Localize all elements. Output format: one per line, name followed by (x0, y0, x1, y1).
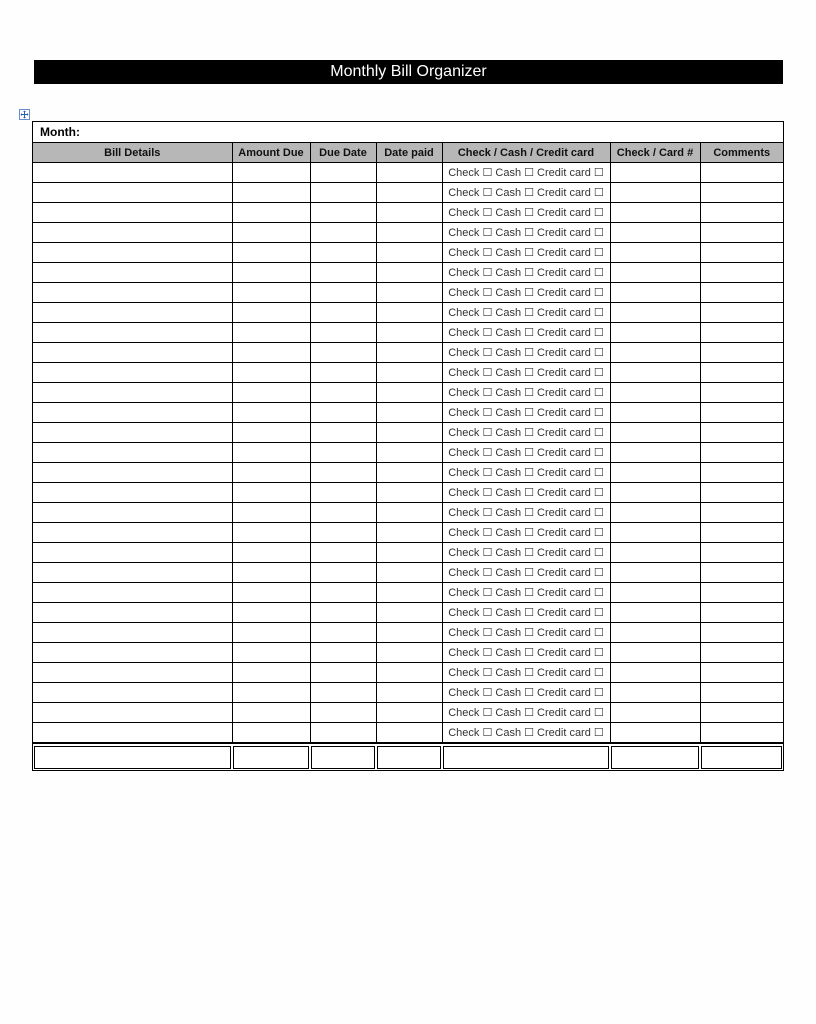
card-number-cell[interactable] (610, 543, 700, 563)
amount-due-cell[interactable] (232, 703, 310, 723)
due-date-cell[interactable] (310, 283, 376, 303)
table-row (33, 243, 783, 263)
date-paid-cell[interactable] (376, 203, 442, 223)
table-row (33, 283, 783, 303)
date-paid-cell[interactable] (376, 523, 442, 543)
amount-due-cell[interactable] (232, 583, 310, 603)
total-bill-details-cell[interactable] (34, 746, 231, 769)
bill-details-cell[interactable] (33, 403, 232, 423)
payment-method-cell[interactable] (442, 483, 610, 503)
date-paid-cell[interactable] (376, 543, 442, 563)
table-row (33, 223, 783, 243)
table-row (33, 263, 783, 283)
comments-cell[interactable] (700, 243, 783, 263)
amount-due-cell[interactable] (232, 423, 310, 443)
bill-details-cell[interactable] (33, 183, 232, 203)
payment-method-options[interactable]: Check ☐ Cash ☐ Credit card ☐ (448, 507, 604, 519)
date-paid-cell[interactable] (376, 223, 442, 243)
amount-due-cell[interactable] (232, 403, 310, 423)
total-comments-cell[interactable] (701, 746, 782, 769)
card-number-cell[interactable] (610, 203, 700, 223)
payment-method-options[interactable]: Check ☐ Cash ☐ Credit card ☐ (448, 227, 604, 239)
payment-method-cell[interactable] (442, 463, 610, 483)
header-due-date: Due Date (310, 143, 376, 163)
comments-cell[interactable] (700, 543, 783, 563)
payment-method-cell[interactable] (442, 603, 610, 623)
bill-details-cell[interactable] (33, 663, 232, 683)
due-date-cell[interactable] (310, 303, 376, 323)
due-date-cell[interactable] (310, 263, 376, 283)
card-number-cell[interactable] (610, 583, 700, 603)
payment-method-options[interactable]: Check ☐ Cash ☐ Credit card ☐ (448, 387, 604, 399)
payment-method-options[interactable]: Check ☐ Cash ☐ Credit card ☐ (448, 727, 604, 739)
date-paid-cell[interactable] (376, 563, 442, 583)
card-number-cell[interactable] (610, 243, 700, 263)
due-date-cell[interactable] (310, 603, 376, 623)
payment-method-cell[interactable] (442, 223, 610, 243)
total-date-paid-cell[interactable] (377, 746, 441, 769)
bill-details-cell[interactable] (33, 603, 232, 623)
comments-cell[interactable] (700, 183, 783, 203)
table-row (33, 323, 783, 343)
date-paid-cell[interactable] (376, 383, 442, 403)
amount-due-cell[interactable] (232, 483, 310, 503)
due-date-cell[interactable] (310, 203, 376, 223)
comments-cell[interactable] (700, 363, 783, 383)
card-number-cell[interactable] (610, 603, 700, 623)
payment-method-options[interactable]: Check ☐ Cash ☐ Credit card ☐ (448, 527, 604, 539)
table-row (33, 723, 783, 743)
date-paid-cell[interactable] (376, 263, 442, 283)
bill-details-cell[interactable] (33, 703, 232, 723)
date-paid-cell[interactable] (376, 703, 442, 723)
date-paid-cell[interactable] (376, 723, 442, 743)
payment-method-options[interactable]: Check ☐ Cash ☐ Credit card ☐ (448, 367, 604, 379)
due-date-cell[interactable] (310, 483, 376, 503)
payment-method-options[interactable]: Check ☐ Cash ☐ Credit card ☐ (448, 207, 604, 219)
amount-due-cell[interactable] (232, 663, 310, 683)
due-date-cell[interactable] (310, 323, 376, 343)
comments-cell[interactable] (700, 223, 783, 243)
date-paid-cell[interactable] (376, 683, 442, 703)
payment-method-options[interactable]: Check ☐ Cash ☐ Credit card ☐ (448, 267, 604, 279)
date-paid-cell[interactable] (376, 503, 442, 523)
card-number-cell[interactable] (610, 483, 700, 503)
comments-cell[interactable] (700, 323, 783, 343)
table-row (33, 303, 783, 323)
card-number-cell[interactable] (610, 403, 700, 423)
due-date-cell[interactable] (310, 343, 376, 363)
payment-method-cell[interactable] (442, 203, 610, 223)
payment-method-options[interactable]: Check ☐ Cash ☐ Credit card ☐ (448, 307, 604, 319)
comments-cell[interactable] (700, 663, 783, 683)
payment-method-options[interactable]: Check ☐ Cash ☐ Credit card ☐ (448, 427, 604, 439)
payment-method-cell[interactable] (442, 303, 610, 323)
payment-method-cell[interactable] (442, 343, 610, 363)
header-payment-method: Check / Cash / Credit card (442, 143, 610, 163)
card-number-cell[interactable] (610, 183, 700, 203)
bill-details-cell[interactable] (33, 463, 232, 483)
card-number-cell[interactable] (610, 623, 700, 643)
payment-method-options[interactable]: Check ☐ Cash ☐ Credit card ☐ (448, 447, 604, 459)
due-date-cell[interactable] (310, 223, 376, 243)
payment-method-cell[interactable] (442, 363, 610, 383)
amount-due-cell[interactable] (232, 723, 310, 743)
table-row (33, 643, 783, 663)
date-paid-cell[interactable] (376, 183, 442, 203)
comments-cell[interactable] (700, 263, 783, 283)
amount-due-cell[interactable] (232, 323, 310, 343)
payment-method-cell[interactable] (442, 383, 610, 403)
payment-method-cell[interactable] (442, 323, 610, 343)
amount-due-cell[interactable] (232, 643, 310, 663)
date-paid-cell[interactable] (376, 663, 442, 683)
comments-cell[interactable] (700, 163, 783, 183)
comments-cell[interactable] (700, 703, 783, 723)
bill-details-cell[interactable] (33, 543, 232, 563)
date-paid-cell[interactable] (376, 483, 442, 503)
table-row (33, 683, 783, 703)
date-paid-cell[interactable] (376, 343, 442, 363)
amount-due-cell[interactable] (232, 163, 310, 183)
due-date-cell[interactable] (310, 463, 376, 483)
due-date-cell[interactable] (310, 383, 376, 403)
table-row (33, 343, 783, 363)
table-row (33, 543, 783, 563)
totals-row (32, 744, 784, 771)
date-paid-cell[interactable] (376, 243, 442, 263)
bill-details-cell[interactable] (33, 483, 232, 503)
bill-details-cell[interactable] (33, 723, 232, 743)
payment-method-cell[interactable] (442, 683, 610, 703)
card-number-cell[interactable] (610, 383, 700, 403)
table-row (33, 563, 783, 583)
comments-cell[interactable] (700, 303, 783, 323)
amount-due-cell[interactable] (232, 563, 310, 583)
comments-cell[interactable] (700, 203, 783, 223)
payment-method-options[interactable]: Check ☐ Cash ☐ Credit card ☐ (448, 347, 604, 359)
bill-details-cell[interactable] (33, 163, 232, 183)
comments-cell[interactable] (700, 563, 783, 583)
amount-due-cell[interactable] (232, 523, 310, 543)
bill-rows (33, 163, 783, 743)
date-paid-cell[interactable] (376, 643, 442, 663)
payment-method-cell[interactable] (442, 503, 610, 523)
header-date-paid: Date paid (376, 143, 442, 163)
date-paid-cell[interactable] (376, 583, 442, 603)
bill-organizer-table (32, 121, 784, 771)
payment-method-options[interactable]: Check ☐ Cash ☐ Credit card ☐ (448, 587, 604, 599)
card-number-cell[interactable] (610, 723, 700, 743)
amount-due-cell[interactable] (232, 503, 310, 523)
amount-due-cell[interactable] (232, 443, 310, 463)
comments-cell[interactable] (700, 383, 783, 403)
bill-details-cell[interactable] (33, 523, 232, 543)
comments-cell[interactable] (700, 443, 783, 463)
bill-details-cell[interactable] (33, 363, 232, 383)
card-number-cell[interactable] (610, 523, 700, 543)
card-number-cell[interactable] (610, 303, 700, 323)
bill-details-cell[interactable] (33, 683, 232, 703)
bill-details-cell[interactable] (33, 443, 232, 463)
payment-method-options[interactable]: Check ☐ Cash ☐ Credit card ☐ (448, 707, 604, 719)
date-paid-cell[interactable] (376, 463, 442, 483)
comments-cell[interactable] (700, 603, 783, 623)
table-row (33, 183, 783, 203)
due-date-cell[interactable] (310, 583, 376, 603)
payment-method-cell[interactable] (442, 543, 610, 563)
table-row (33, 503, 783, 523)
comments-cell[interactable] (700, 283, 783, 303)
comments-cell[interactable] (700, 403, 783, 423)
bill-details-cell[interactable] (33, 343, 232, 363)
bill-details-cell[interactable] (33, 223, 232, 243)
table-row (33, 463, 783, 483)
card-number-cell[interactable] (610, 323, 700, 343)
payment-method-options[interactable]: Check ☐ Cash ☐ Credit card ☐ (448, 247, 604, 259)
due-date-cell[interactable] (310, 423, 376, 443)
due-date-cell[interactable] (310, 703, 376, 723)
amount-due-cell[interactable] (232, 203, 310, 223)
comments-cell[interactable] (700, 723, 783, 743)
bill-details-cell[interactable] (33, 423, 232, 443)
date-paid-cell[interactable] (376, 323, 442, 343)
card-number-cell[interactable] (610, 283, 700, 303)
card-number-cell[interactable] (610, 683, 700, 703)
payment-method-cell[interactable] (442, 703, 610, 723)
payment-method-cell[interactable] (442, 163, 610, 183)
amount-due-cell[interactable] (232, 343, 310, 363)
comments-cell[interactable] (700, 583, 783, 603)
date-paid-cell[interactable] (376, 443, 442, 463)
bill-details-cell[interactable] (33, 643, 232, 663)
header-bill-details: Bill Details (33, 143, 232, 163)
bill-details-cell[interactable] (33, 263, 232, 283)
amount-due-cell[interactable] (232, 303, 310, 323)
amount-due-cell[interactable] (232, 543, 310, 563)
card-number-cell[interactable] (610, 643, 700, 663)
amount-due-cell[interactable] (232, 263, 310, 283)
move-arrows-icon[interactable] (19, 109, 30, 120)
table-row (33, 703, 783, 723)
payment-method-cell[interactable] (442, 443, 610, 463)
date-paid-cell[interactable] (376, 303, 442, 323)
due-date-cell[interactable] (310, 243, 376, 263)
table-row (33, 663, 783, 683)
due-date-cell[interactable] (310, 163, 376, 183)
table-row (33, 403, 783, 423)
amount-due-cell[interactable] (232, 683, 310, 703)
due-date-cell[interactable] (310, 683, 376, 703)
due-date-cell[interactable] (310, 623, 376, 643)
payment-method-cell[interactable] (442, 283, 610, 303)
bill-details-cell[interactable] (33, 323, 232, 343)
comments-cell[interactable] (700, 343, 783, 363)
amount-due-cell[interactable] (232, 363, 310, 383)
payment-method-cell[interactable] (442, 723, 610, 743)
total-amount-due-cell[interactable] (233, 746, 309, 769)
card-number-cell[interactable] (610, 223, 700, 243)
card-number-cell[interactable] (610, 263, 700, 283)
comments-cell[interactable] (700, 483, 783, 503)
date-paid-cell[interactable] (376, 163, 442, 183)
amount-due-cell[interactable] (232, 223, 310, 243)
payment-method-options[interactable]: Check ☐ Cash ☐ Credit card ☐ (448, 627, 604, 639)
payment-method-cell[interactable] (442, 583, 610, 603)
table-row (33, 163, 783, 183)
payment-method-cell[interactable] (442, 563, 610, 583)
due-date-cell[interactable] (310, 563, 376, 583)
bill-details-cell[interactable] (33, 383, 232, 403)
table-row (33, 203, 783, 223)
payment-method-options[interactable]: Check ☐ Cash ☐ Credit card ☐ (448, 547, 604, 559)
header-comments: Comments (700, 143, 783, 163)
amount-due-cell[interactable] (232, 183, 310, 203)
card-number-cell[interactable] (610, 363, 700, 383)
table-row (33, 383, 783, 403)
header-row (33, 143, 783, 163)
table-row (33, 483, 783, 503)
payment-method-options[interactable]: Check ☐ Cash ☐ Credit card ☐ (448, 667, 604, 679)
card-number-cell[interactable] (610, 343, 700, 363)
payment-method-cell[interactable] (442, 423, 610, 443)
total-due-date-cell[interactable] (311, 746, 375, 769)
card-number-cell[interactable] (610, 703, 700, 723)
comments-cell[interactable] (700, 643, 783, 663)
comments-cell[interactable] (700, 503, 783, 523)
date-paid-cell[interactable] (376, 363, 442, 383)
due-date-cell[interactable] (310, 443, 376, 463)
table-row (33, 623, 783, 643)
comments-cell[interactable] (700, 463, 783, 483)
date-paid-cell[interactable] (376, 623, 442, 643)
bill-details-cell[interactable] (33, 623, 232, 643)
amount-due-cell[interactable] (232, 623, 310, 643)
card-number-cell[interactable] (610, 663, 700, 683)
payment-method-options[interactable]: Check ☐ Cash ☐ Credit card ☐ (448, 187, 604, 199)
due-date-cell[interactable] (310, 183, 376, 203)
date-paid-cell[interactable] (376, 283, 442, 303)
due-date-cell[interactable] (310, 543, 376, 563)
payment-method-options[interactable]: Check ☐ Cash ☐ Credit card ☐ (448, 647, 604, 659)
payment-method-cell[interactable] (442, 263, 610, 283)
document-title: Monthly Bill Organizer (34, 60, 783, 84)
card-number-cell[interactable] (610, 163, 700, 183)
bill-details-cell[interactable] (33, 243, 232, 263)
bill-details-cell[interactable] (33, 563, 232, 583)
amount-due-cell[interactable] (232, 243, 310, 263)
due-date-cell[interactable] (310, 643, 376, 663)
payment-method-options[interactable]: Check ☐ Cash ☐ Credit card ☐ (448, 687, 604, 699)
payment-method-cell[interactable] (442, 523, 610, 543)
bill-details-cell[interactable] (33, 503, 232, 523)
payment-method-cell[interactable] (442, 403, 610, 423)
amount-due-cell[interactable] (232, 603, 310, 623)
header-amount-due: Amount Due (232, 143, 310, 163)
month-label[interactable]: Month: (33, 122, 783, 143)
comments-cell[interactable] (700, 423, 783, 443)
card-number-cell[interactable] (610, 423, 700, 443)
card-number-cell[interactable] (610, 503, 700, 523)
payment-method-options[interactable]: Check ☐ Cash ☐ Credit card ☐ (448, 167, 604, 179)
due-date-cell[interactable] (310, 723, 376, 743)
date-paid-cell[interactable] (376, 423, 442, 443)
bill-grid (33, 143, 783, 743)
payment-method-options[interactable]: Check ☐ Cash ☐ Credit card ☐ (448, 287, 604, 299)
bill-details-cell[interactable] (33, 583, 232, 603)
payment-method-options[interactable]: Check ☐ Cash ☐ Credit card ☐ (448, 567, 604, 579)
payment-method-options[interactable]: Check ☐ Cash ☐ Credit card ☐ (448, 467, 604, 479)
table-row (33, 443, 783, 463)
due-date-cell[interactable] (310, 363, 376, 383)
amount-due-cell[interactable] (232, 463, 310, 483)
date-paid-cell[interactable] (376, 403, 442, 423)
table-row (33, 523, 783, 543)
date-paid-cell[interactable] (376, 603, 442, 623)
payment-method-options[interactable]: Check ☐ Cash ☐ Credit card ☐ (448, 327, 604, 339)
bill-details-cell[interactable] (33, 303, 232, 323)
payment-method-options[interactable]: Check ☐ Cash ☐ Credit card ☐ (448, 607, 604, 619)
amount-due-cell[interactable] (232, 283, 310, 303)
payment-method-options[interactable]: Check ☐ Cash ☐ Credit card ☐ (448, 487, 604, 499)
total-payment-method-cell[interactable] (443, 746, 609, 769)
table-row (33, 583, 783, 603)
payment-method-cell[interactable] (442, 243, 610, 263)
payment-method-cell[interactable] (442, 663, 610, 683)
table-row (33, 603, 783, 623)
due-date-cell[interactable] (310, 503, 376, 523)
amount-due-cell[interactable] (232, 383, 310, 403)
comments-cell[interactable] (700, 523, 783, 543)
card-number-cell[interactable] (610, 443, 700, 463)
payment-method-cell[interactable] (442, 183, 610, 203)
table-row (33, 423, 783, 443)
card-number-cell[interactable] (610, 563, 700, 583)
header-card-number: Check / Card # (610, 143, 700, 163)
bill-details-cell[interactable] (33, 283, 232, 303)
payment-method-cell[interactable] (442, 643, 610, 663)
comments-cell[interactable] (700, 623, 783, 643)
card-number-cell[interactable] (610, 463, 700, 483)
comments-cell[interactable] (700, 683, 783, 703)
bill-details-cell[interactable] (33, 203, 232, 223)
total-card-number-cell[interactable] (611, 746, 699, 769)
due-date-cell[interactable] (310, 403, 376, 423)
payment-method-options[interactable]: Check ☐ Cash ☐ Credit card ☐ (448, 407, 604, 419)
due-date-cell[interactable] (310, 663, 376, 683)
payment-method-cell[interactable] (442, 623, 610, 643)
table-row (33, 363, 783, 383)
due-date-cell[interactable] (310, 523, 376, 543)
